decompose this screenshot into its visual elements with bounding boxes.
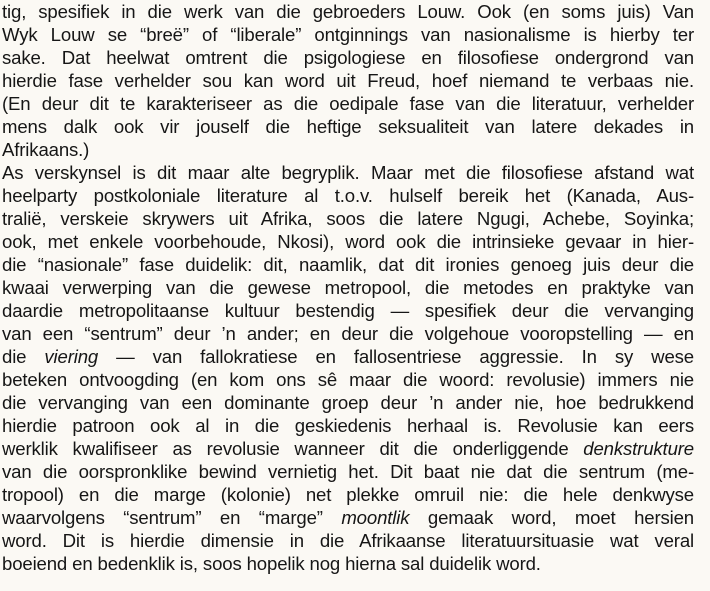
line-text-pre: die [2, 346, 45, 367]
text-line [2, 506, 694, 529]
text-line: boeiend en bedenklik is, soos hopelik nog hierna sal duidelik word. [2, 553, 541, 574]
text-line: tig, spesifiek in die werk van die gebroeders Louw. Ook (en soms juis) Van [2, 1, 694, 22]
text-line: beteken ontvoogding (en kom ons sê maar die woord: revolusie) immers nie [2, 369, 694, 390]
italic-term: denkstrukture [583, 438, 694, 459]
text-line [2, 345, 694, 368]
text-line: hierdie fase verhelder sou kan word uit Freud, hoef niemand te verbaas nie. [2, 70, 694, 91]
text-line: tralië, verskeie skrywers uit Afrika, soos die latere Ngugi, Achebe, Soyinka; [2, 208, 694, 229]
text-line: mens dalk ook vir jouself die heftige seksualiteit van latere dekades in [2, 116, 694, 137]
text-line: die “nasionale” fase duidelik: dit, naamlik, dat dit ironies genoeg juis deur die [2, 254, 694, 275]
line-text-post: gemaak word, moet hersien [409, 507, 694, 528]
italic-term: viering [44, 346, 99, 367]
text-line: (En deur dit te karakteriseer as die oedipale fase van die literatuur, verhelder [2, 93, 694, 114]
line-text-post: — van fallokratiese en fallosentriese aggressie. In sy wese [98, 346, 694, 367]
text-line: tropool) en die marge (kolonie) net plekke omruil nie: die hele denkwyse [2, 484, 694, 505]
text-line: van die oorspronklike bewind vernietig het. Dit baat nie dat die sentrum (me- [2, 461, 694, 482]
line-text-pre: werklik kwalifiseer as revolusie wanneer dit die onderliggende [2, 438, 584, 459]
text-line: van een “sentrum” deur ’n ander; en deur die volgehoue vooropstelling — en [2, 323, 694, 344]
italic-term: moontlik [341, 507, 410, 528]
text-line: Afrikaans.) [2, 139, 90, 160]
text-line: heelparty postkoloniale literature al t.o.v. hulself bereik het (Kanada, Aus- [2, 185, 694, 206]
text-line: ook, met enkele voorbehoude, Nkosi), word ook die intrinsieke gevaar in hier- [2, 231, 694, 252]
text-line: kwaai verwerping van die gewese metropool, die metodes en praktyke van [2, 277, 694, 298]
text-line: word. Dit is hierdie dimensie in die Afrikaanse literatuursituasie wat veral [2, 530, 694, 551]
text-line: As verskynsel is dit maar alte begryplik. Maar met die filosofiese afstand wat [2, 162, 694, 183]
text-line: die vervanging van een dominante groep deur ’n ander nie, hoe bedrukkend [2, 392, 694, 413]
text-line [2, 437, 694, 460]
text-line: sake. Dat heelwat omtrent die psigologiese en filosofiese ondergrond van [2, 47, 694, 68]
text-line: hierdie patroon ook al in die geskiedenis herhaal is. Revolusie kan eers [2, 415, 694, 436]
line-text-pre: waarvolgens “sentrum” en “marge” [2, 507, 342, 528]
text-line: Wyk Louw se “breë” of “liberale” ontginnings van nasionalisme is hierby ter [2, 24, 694, 45]
text-line: daardie metropolitaanse kultuur bestendig — spesifiek deur die vervanging [2, 300, 694, 321]
